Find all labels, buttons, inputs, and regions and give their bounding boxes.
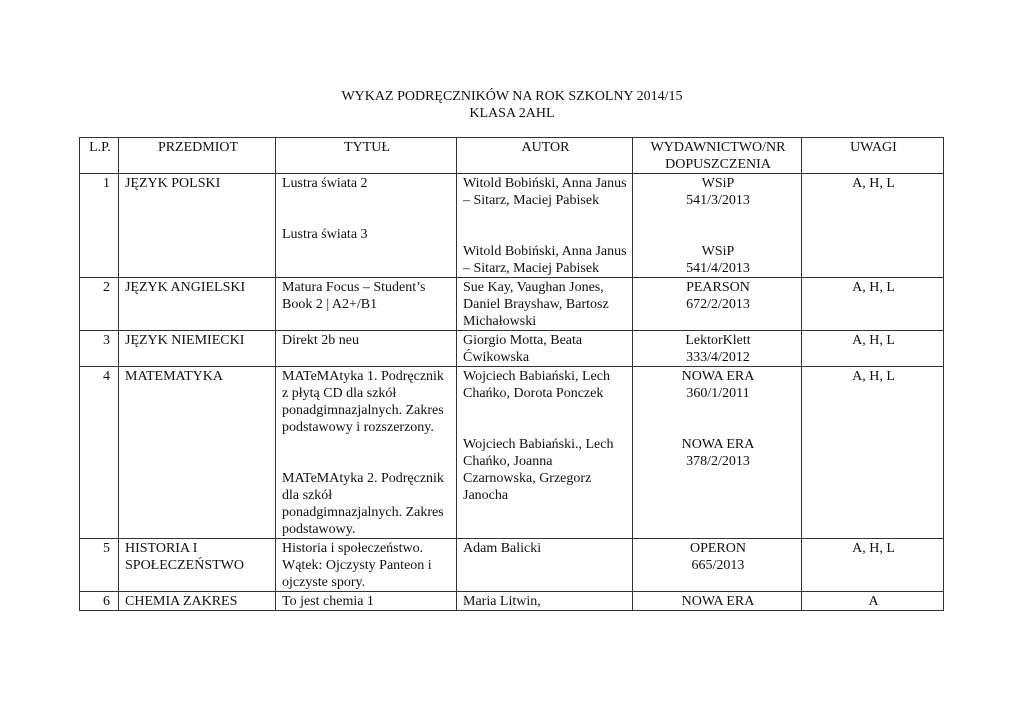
book-author: Wojciech Babiański, Lech Chańko, Dorota Ponczek <box>463 369 610 401</box>
cell-lp: 5 <box>80 539 119 592</box>
cell-author <box>457 331 633 367</box>
cell-author <box>457 539 633 592</box>
cell-title <box>276 592 457 611</box>
book-gap <box>639 402 797 436</box>
cell-author <box>457 278 633 331</box>
cell-title <box>276 174 457 278</box>
cell-notes: A, H, L <box>802 367 944 539</box>
approval-number: 672/2/2013 <box>686 297 750 312</box>
cell-notes: A, H, L <box>802 331 944 367</box>
publisher-name: OPERON <box>689 541 746 556</box>
cell-notes: A, H, L <box>802 539 944 592</box>
table-row <box>80 174 944 278</box>
book-author: Sue Kay, Vaughan Jones, Daniel Brayshaw, Bartosz Michałowski <box>463 280 609 329</box>
table-row <box>80 278 944 331</box>
approval-number: 378/2/2013 <box>686 454 750 469</box>
textbook-table <box>79 137 944 611</box>
book-gap <box>463 209 628 243</box>
book-author: Wojciech Babiański., Lech Chańko, Joanna Czarnowska, Grzegorz Janocha <box>463 437 614 503</box>
header-subject: PRZEDMIOT <box>119 138 276 174</box>
header-notes: UWAGI <box>802 138 944 174</box>
publisher-name: NOWA ERA <box>681 437 755 452</box>
cell-title <box>276 539 457 592</box>
cell-title <box>276 367 457 539</box>
publisher-name: NOWA ERA <box>681 594 755 609</box>
table-header-row <box>80 138 944 174</box>
cell-title <box>276 331 457 367</box>
cell-subject: JĘZYK ANGIELSKI <box>119 278 276 331</box>
book-gap <box>282 436 452 470</box>
cell-notes: A, H, L <box>802 278 944 331</box>
table-row <box>80 539 944 592</box>
approval-number: 665/2013 <box>691 558 745 573</box>
cell-notes: A, H, L <box>802 174 944 278</box>
book-title: To jest chemia 1 <box>282 594 374 609</box>
header-author: AUTOR <box>457 138 633 174</box>
header-title: TYTUŁ <box>276 138 457 174</box>
cell-subject: HISTORIA I SPOŁECZEŃSTWO <box>119 539 276 592</box>
book-author: Witold Bobiński, Anna Janus – Sitarz, Maciej Pabisek <box>463 176 627 208</box>
book-title: Lustra świata 3 <box>282 227 368 242</box>
book-author: Giorgio Motta, Beata Ćwikowska <box>463 333 583 365</box>
approval-number: 541/4/2013 <box>686 261 750 276</box>
table-row <box>80 592 944 611</box>
publisher-name: PEARSON <box>686 280 750 295</box>
book-gap <box>639 209 797 243</box>
book-gap <box>463 402 628 436</box>
cell-publisher <box>633 278 802 331</box>
publisher-name: NOWA ERA <box>681 369 755 384</box>
book-title: MATeMAtyka 1. Podręcznik z płytą CD dla szkół ponadgimnazjalnych. Zakres podstawowy i rozszerzony. <box>282 369 444 435</box>
cell-publisher <box>633 367 802 539</box>
cell-lp: 6 <box>80 592 119 611</box>
cell-publisher <box>633 174 802 278</box>
cell-subject: CHEMIA ZAKRES <box>119 592 276 611</box>
cell-subject: JĘZYK POLSKI <box>119 174 276 278</box>
book-title: MATeMAtyka 2. Podręcznik dla szkół ponadgimnazjalnych. Zakres podstawowy. <box>282 471 444 537</box>
cell-author <box>457 174 633 278</box>
book-author: Adam Balicki <box>463 541 542 556</box>
cell-publisher <box>633 331 802 367</box>
cell-title <box>276 278 457 331</box>
approval-number: 541/3/2013 <box>686 193 750 208</box>
book-title: Historia i społeczeństwo. Wątek: Ojczysty Panteon i ojczyste spory. <box>282 541 432 590</box>
book-title: Lustra świata 2 <box>282 176 368 191</box>
cell-lp: 2 <box>80 278 119 331</box>
approval-number: 360/1/2011 <box>686 386 750 401</box>
document-title: WYKAZ PODRĘCZNIKÓW NA ROK SZKOLNY 2014/15 <box>341 89 683 104</box>
publisher-name: WSiP <box>701 244 735 259</box>
publisher-name: LektorKlett <box>685 333 751 348</box>
approval-number: 333/4/2012 <box>686 350 750 365</box>
cell-subject: JĘZYK NIEMIECKI <box>119 331 276 367</box>
book-title: Matura Focus – Student’s Book 2 | A2+/B1 <box>282 280 426 312</box>
header-lp: L.P. <box>80 138 119 174</box>
cell-lp: 4 <box>80 367 119 539</box>
book-author: Witold Bobiński, Anna Janus – Sitarz, Maciej Pabisek <box>463 244 627 276</box>
table-row <box>80 331 944 367</box>
cell-author <box>457 367 633 539</box>
cell-lp: 3 <box>80 331 119 367</box>
cell-publisher <box>633 539 802 592</box>
cell-notes: A <box>802 592 944 611</box>
book-author: Maria Litwin, <box>463 594 541 609</box>
cell-author <box>457 592 633 611</box>
class-label: KLASA 2AHL <box>469 106 555 121</box>
publisher-name: WSiP <box>701 176 735 191</box>
cell-subject: MATEMATYKA <box>119 367 276 539</box>
book-title: Direkt 2b neu <box>282 333 359 348</box>
cell-lp: 1 <box>80 174 119 278</box>
cell-publisher <box>633 592 802 611</box>
table-row <box>80 367 944 539</box>
book-gap <box>282 192 452 226</box>
header-publisher: WYDAWNICTWO/NR DOPUSZCZENIA <box>633 138 802 174</box>
